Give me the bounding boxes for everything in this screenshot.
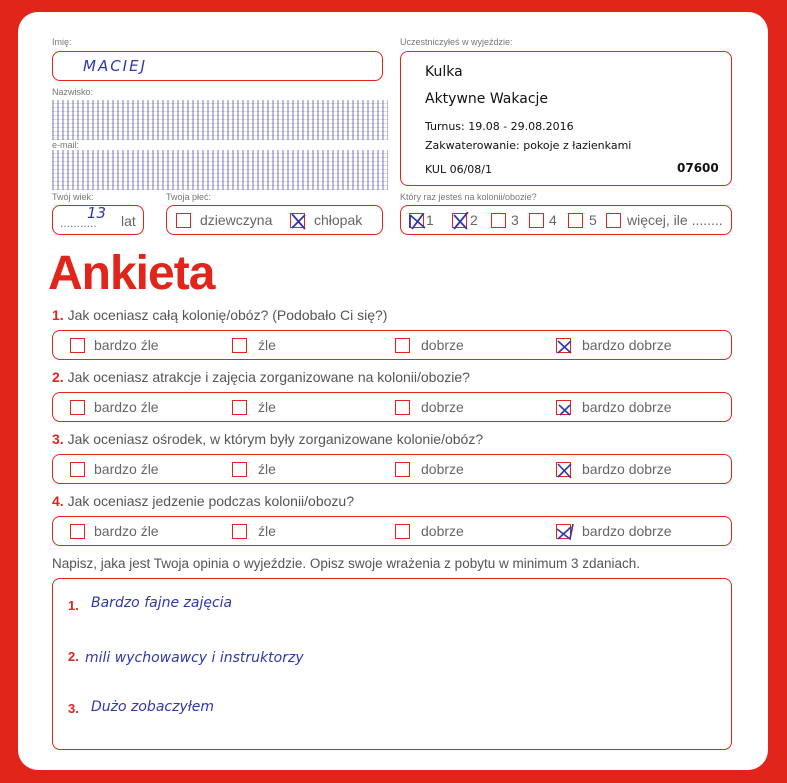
q3-checkbox-very-bad[interactable] (70, 462, 85, 477)
times-field (400, 205, 732, 235)
q1-checkbox-very-good[interactable] (556, 338, 571, 353)
times-option-more: więcej, ile ........ (627, 212, 723, 228)
surname-redacted (52, 100, 388, 140)
email-redacted (52, 150, 388, 190)
option-good: dobrze (421, 461, 464, 477)
gender-field (166, 205, 383, 235)
email-label: e-mail: (52, 140, 80, 150)
check-mark-icon (408, 212, 427, 231)
q4-checkbox-very-good[interactable] (556, 524, 571, 539)
name-label: Imię: (52, 37, 72, 47)
option-very-bad: bardzo źle (94, 399, 159, 415)
option-very-good: bardzo dobrze (582, 337, 672, 353)
question-text: Jak oceniasz ośrodek, w którym były zorganizowane kolonie/obóz? (67, 431, 484, 447)
trip-number: 07600 (677, 161, 719, 175)
name-value: MACIEJ (83, 57, 148, 75)
q4-checkbox-good[interactable] (395, 524, 410, 539)
opinion-line-3-text: Dużo zobaczyłem (91, 699, 214, 715)
times-checkbox-3[interactable] (491, 213, 506, 228)
question-2 (52, 369, 470, 385)
trip-turnus: Turnus: 19.08 - 29.08.2016 (425, 120, 574, 133)
opinion-line-1-text: Bardzo fajne zajęcia (91, 595, 233, 611)
option-very-good: bardzo dobrze (582, 523, 672, 539)
option-very-good: bardzo dobrze (582, 399, 672, 415)
q4-checkbox-bad[interactable] (232, 524, 247, 539)
gender-label: Twoja płeć: (166, 192, 212, 202)
trip-accommodation: Zakwaterowanie: pokoje z łazienkami (425, 139, 632, 152)
opinion-line-1-number: 1. (68, 598, 79, 613)
opinion-textarea[interactable] (52, 578, 732, 750)
trip-info-box (400, 51, 732, 186)
age-dots: ........... (60, 216, 97, 230)
survey-sheet (18, 12, 768, 770)
name-field[interactable] (52, 51, 383, 81)
opinion-line-3-number: 3. (68, 701, 79, 716)
times-option-4: 4 (549, 212, 557, 228)
option-good: dobrze (421, 523, 464, 539)
age-value: 13 (87, 204, 107, 222)
gender-option-girl: dziewczyna (200, 212, 273, 228)
check-mark-icon (451, 212, 470, 231)
times-checkbox-1[interactable] (409, 213, 424, 228)
times-checkbox-more[interactable] (606, 213, 621, 228)
opinion-line-2-text: mili wychowawcy i instruktorzy (85, 650, 304, 666)
check-mark-icon (555, 399, 574, 418)
survey-title: Ankieta (48, 247, 215, 300)
q2-checkbox-very-good[interactable] (556, 400, 571, 415)
option-good: dobrze (421, 337, 464, 353)
q2-checkbox-good[interactable] (395, 400, 410, 415)
times-option-3: 3 (511, 212, 519, 228)
question-number: 2. (52, 369, 64, 385)
q2-checkbox-bad[interactable] (232, 400, 247, 415)
times-option-1: 1 (426, 212, 434, 228)
opinion-prompt: Napisz, jaka jest Twoja opinia o wyjeździe. Opisz swoje wrażenia z pobytu w minimum 3 zdaniach. (52, 556, 641, 571)
q1-checkbox-very-bad[interactable] (70, 338, 85, 353)
check-mark-icon (555, 461, 574, 480)
question-3 (52, 431, 483, 447)
option-very-bad: bardzo źle (94, 337, 159, 353)
check-mark-icon (289, 212, 308, 231)
question-text: Jak oceniasz całą kolonię/obóz? (Podobało Ci się?) (67, 307, 388, 323)
option-bad: źle (258, 461, 276, 477)
surname-label: Nazwisko: (52, 87, 94, 97)
option-bad: źle (258, 337, 276, 353)
question-text: Jak oceniasz atrakcje i zajęcia zorganizowane na kolonii/obozie? (67, 369, 470, 385)
question-1-answers (52, 330, 732, 360)
times-checkbox-5[interactable] (568, 213, 583, 228)
option-good: dobrze (421, 399, 464, 415)
check-mark-icon (555, 337, 574, 356)
check-mark-icon (555, 523, 574, 542)
gender-option-boy: chłopak (314, 212, 363, 228)
question-3-answers (52, 454, 732, 484)
question-1 (52, 307, 387, 323)
times-label: Który raz jesteś na kolonii/obozie? (400, 192, 537, 202)
age-unit: lat (121, 213, 136, 229)
question-4-answers (52, 516, 732, 546)
trip-code: KUL 06/08/1 (425, 163, 492, 176)
question-number: 1. (52, 307, 64, 323)
option-bad: źle (258, 399, 276, 415)
option-very-good: bardzo dobrze (582, 461, 672, 477)
trip-org: Kulka (425, 64, 463, 80)
trip-label: Uczestniczyłeś w wyjeździe: (400, 37, 513, 47)
q2-checkbox-very-bad[interactable] (70, 400, 85, 415)
opinion-line-2-number: 2. (68, 649, 79, 664)
q3-checkbox-bad[interactable] (232, 462, 247, 477)
age-label: Twój wiek: (52, 192, 94, 202)
question-number: 4. (52, 493, 64, 509)
q3-checkbox-good[interactable] (395, 462, 410, 477)
gender-checkbox-boy[interactable] (290, 213, 305, 228)
q1-checkbox-good[interactable] (395, 338, 410, 353)
option-very-bad: bardzo źle (94, 461, 159, 477)
times-checkbox-4[interactable] (529, 213, 544, 228)
age-field[interactable] (52, 205, 144, 235)
question-4 (52, 493, 354, 509)
option-bad: źle (258, 523, 276, 539)
option-very-bad: bardzo źle (94, 523, 159, 539)
trip-brand: Aktywne Wakacje (425, 91, 549, 107)
times-option-5: 5 (589, 212, 597, 228)
q4-checkbox-very-bad[interactable] (70, 524, 85, 539)
q3-checkbox-very-good[interactable] (556, 462, 571, 477)
question-text: Jak oceniasz jedzenie podczas kolonii/obozu? (67, 493, 354, 509)
question-2-answers (52, 392, 732, 422)
gender-checkbox-girl[interactable] (176, 213, 191, 228)
times-option-2: 2 (470, 212, 478, 228)
q1-checkbox-bad[interactable] (232, 338, 247, 353)
times-checkbox-2[interactable] (452, 213, 467, 228)
question-number: 3. (52, 431, 64, 447)
